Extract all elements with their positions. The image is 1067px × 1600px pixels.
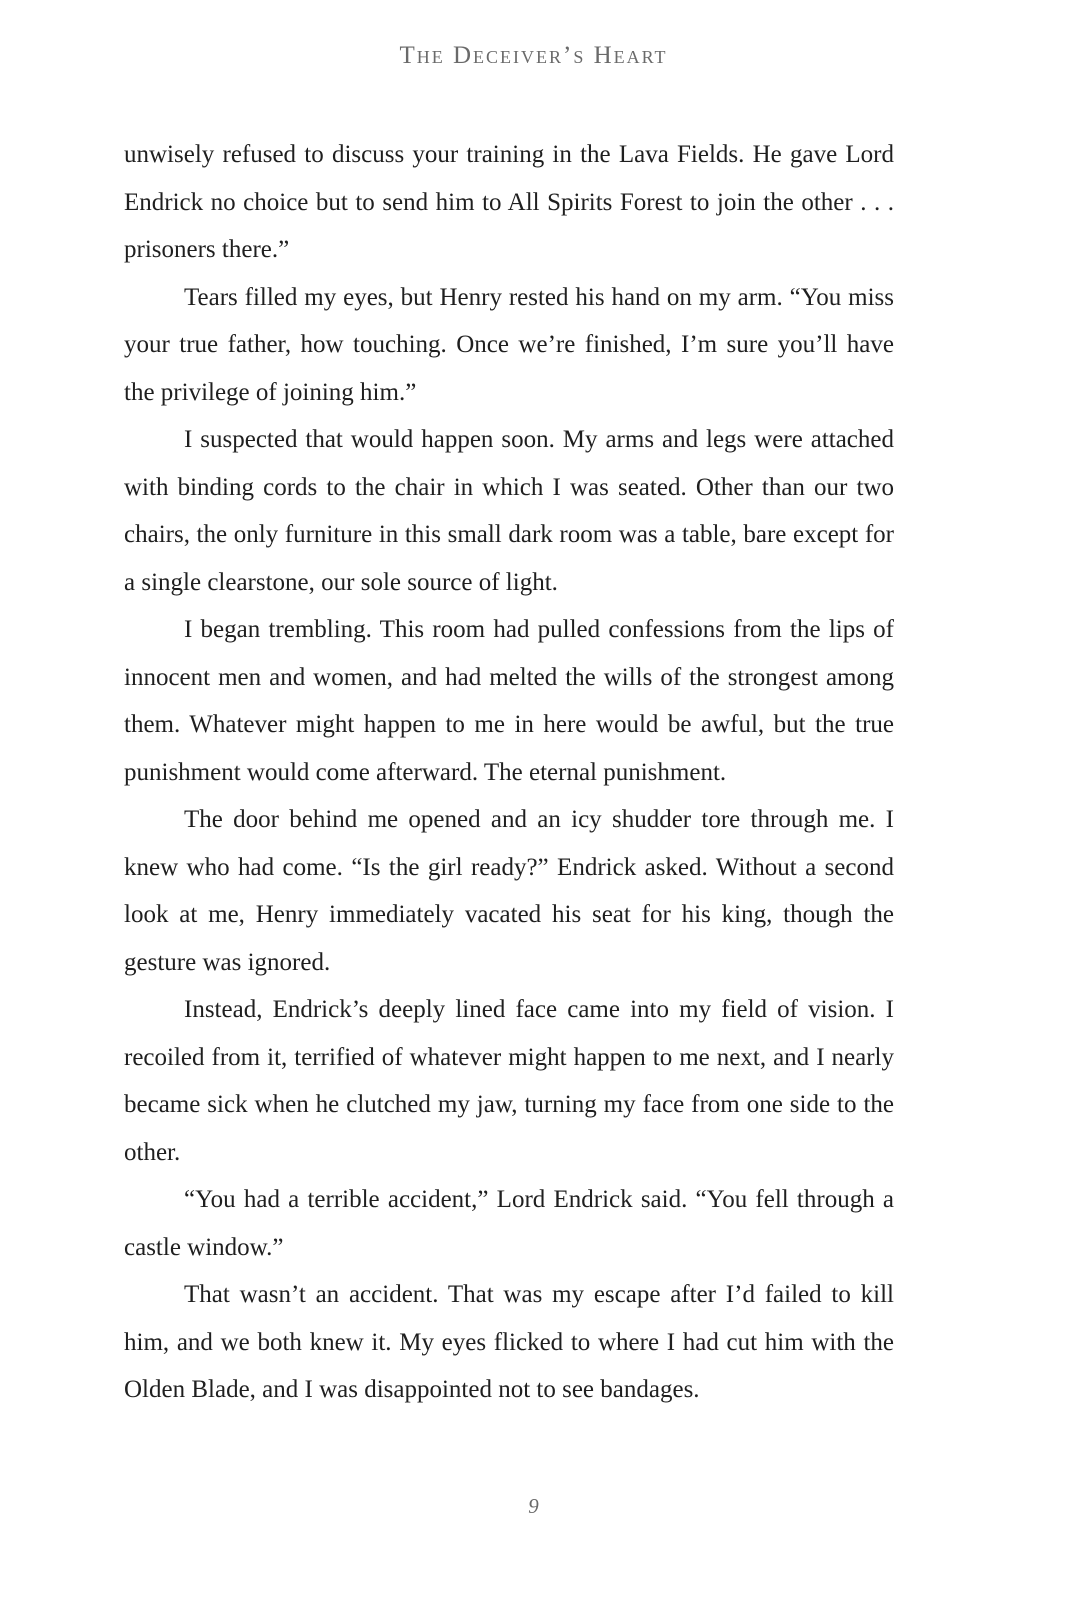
- paragraph-1: unwisely refused to discuss your training in the Lava Fields. He gave Lord Endrick no choice but to send him to All Spirits Forest to join the other . . . prisoners there.”: [124, 141, 894, 263]
- page-number: 9: [528, 1494, 539, 1518]
- paragraph-6: Instead, Endrick’s deeply lined face came into my field of vision. I recoiled from it, terrified of whatever might happen to me next, and I nearly became sick when he clutched my jaw, turning my face from one side to the other.: [124, 996, 894, 1166]
- paragraph-7: “You had a terrible accident,” Lord Endrick said. “You fell through a castle window.”: [124, 1186, 894, 1261]
- paragraph-3: I suspected that would happen soon. My arms and legs were attached with binding cords to the chair in which I was seated. Other than our two chairs, the only furniture in this small dark room was a table, bare except for a single clearstone, our sole source of light.: [124, 426, 894, 596]
- body-text: [124, 131, 894, 1414]
- paragraph-5: The door behind me opened and an icy shudder tore through me. I knew who had come. “Is the girl ready?” Endrick asked. Without a second look at me, Henry immediately vacated his seat for his king, though the gesture was ignored.: [124, 806, 894, 976]
- paragraph-4: I began trembling. This room had pulled confessions from the lips of innocent men and women, and had melted the wills of the strongest among them. Whatever might happen to me in here would be awful, but the true punishment would come afterward. The eternal punishment.: [124, 616, 894, 786]
- paragraph-8: That wasn’t an accident. That was my escape after I’d failed to kill him, and we both knew it. My eyes flicked to where I had cut him with the Olden Blade, and I was disappointed not to see bandages.: [124, 1281, 894, 1403]
- paragraph-2: Tears filled my eyes, but Henry rested his hand on my arm. “You miss your true father, how touching. Once we’re finished, I’m sure you’ll have the privilege of joining him.”: [124, 283, 894, 406]
- running-head-title: The Deceiver’s Heart: [399, 42, 668, 69]
